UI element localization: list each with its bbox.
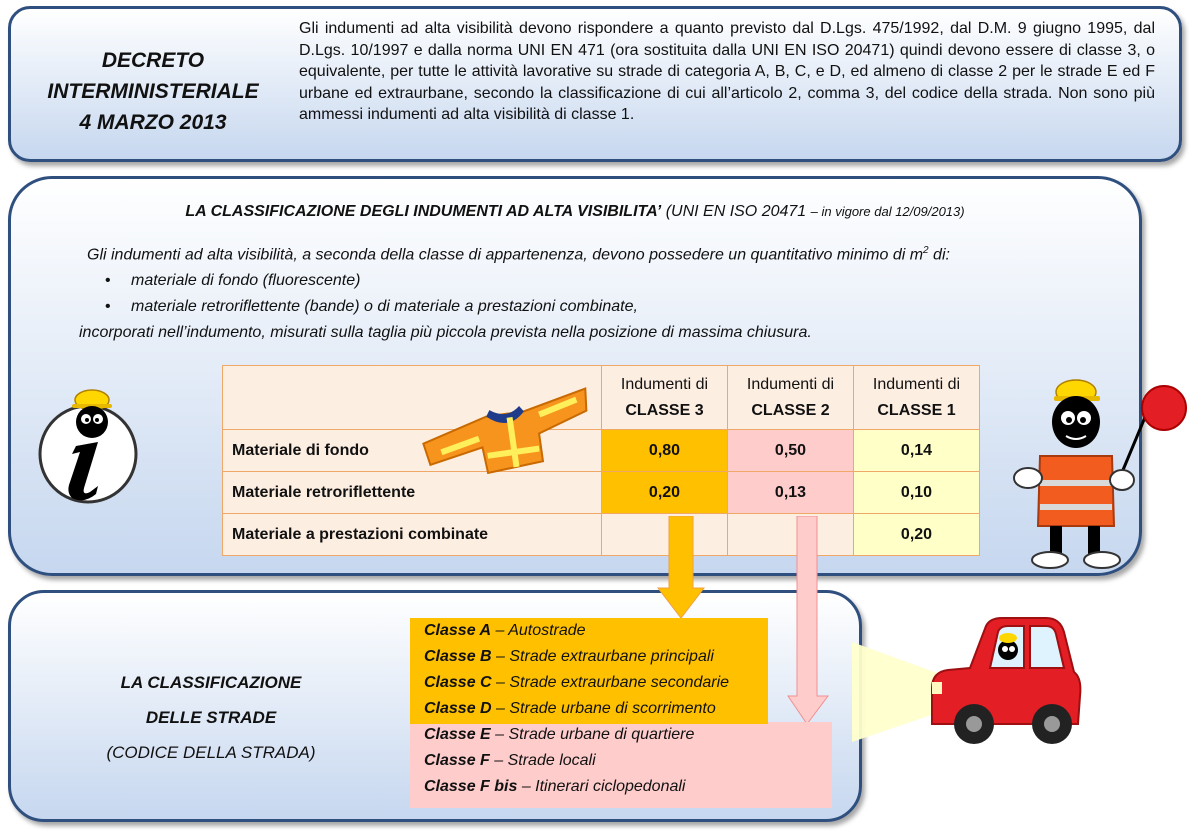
header-line2: CLASSE 2	[751, 401, 830, 419]
decree-title	[33, 45, 273, 138]
classification-intro	[87, 238, 1127, 268]
roads-title-line: DELLE STRADE	[145, 708, 277, 727]
classification-title-bold: LA CLASSIFICAZIONE DEGLI INDUMENTI AD ALTA VISIBILITA’	[185, 203, 662, 220]
road-item	[424, 722, 832, 748]
cell-class3: 0,80	[602, 430, 728, 472]
road-code: Classe F	[424, 752, 490, 769]
header-line2: CLASSE 1	[877, 401, 956, 419]
classification-text	[79, 238, 1127, 346]
vest-icon	[418, 378, 594, 476]
decree-panel	[8, 6, 1182, 162]
table-header-class2	[728, 366, 854, 430]
class3-roads-box	[410, 618, 768, 724]
row-label: Materiale a prestazioni combinate	[223, 514, 602, 556]
road-name: – Strade extraurbane secondarie	[491, 674, 730, 691]
table-header-class3	[602, 366, 728, 430]
road-code: Classe F bis	[424, 778, 518, 795]
classification-title	[11, 203, 1139, 221]
bullet-item: • materiale retroriflettente (bande) o di materiale a prestazioni combinate,	[131, 294, 1127, 320]
table-row	[223, 472, 980, 514]
road-item	[424, 644, 768, 670]
decree-text: Gli indumenti ad alta visibilità devono rispondere a quanto previsto dal D.Lgs. 475/1992, dal D.M. 9 giugno 1995, dal D.Lgs. 10/1997 e dalla norma UNI EN 471 (ora sostituita dalla UNI EN ISO 20471) quindi devono essere di classe 3, o equivalente, per tutte le attività lavorative su strade di categoria A, B, C, e D, ed almeno di classe 2 per le strade E ed F urbane ed extraurbane, secondo la classificazione di cui all’articolo 2, comma 3, del codice della strada. Non sono più ammessi indumenti ad alta visibilità di classe 1.	[299, 20, 1155, 123]
classification-panel	[8, 176, 1142, 576]
road-name: – Itinerari ciclopedonali	[517, 778, 686, 795]
table-header-row	[223, 366, 980, 430]
road-code: Classe D	[424, 700, 492, 717]
cell-class3: 0,20	[602, 472, 728, 514]
decree-title-line: DECRETO	[101, 49, 205, 72]
roads-title-line: LA CLASSIFICAZIONE	[120, 673, 302, 692]
intro-text: Gli indumenti ad alta visibilità, a seconda della classe di appartenenza, devono possedere un quantitativo minimo di m	[87, 246, 924, 264]
classification-closing: incorporati nell’indumento, misurati sulla taglia più piccola prevista nella posizione di massima chiusura.	[79, 324, 812, 342]
row-label: Materiale retroriflettente	[223, 472, 602, 514]
road-item	[424, 618, 768, 644]
table-header-class1	[854, 366, 980, 430]
table-row	[223, 430, 980, 472]
header-line1: Indumenti di	[746, 375, 835, 393]
header-line1: Indumenti di	[872, 375, 961, 393]
cell-class2: 0,50	[728, 430, 854, 472]
roads-title-line: (CODICE DELLA STRADA)	[106, 743, 316, 762]
road-name: – Strade urbane di quartiere	[490, 726, 695, 743]
class2-roads-box	[410, 722, 832, 808]
classification-bullets	[87, 268, 1127, 320]
bullet-item: • materiale di fondo (fluorescente)	[131, 268, 1127, 294]
road-code: Classe E	[424, 726, 491, 743]
road-item	[424, 748, 832, 774]
header-line2: CLASSE 3	[625, 401, 704, 419]
road-item	[424, 670, 768, 696]
road-name: – Autostrade	[491, 622, 586, 639]
roads-title	[71, 665, 351, 770]
road-name: – Strade locali	[489, 752, 596, 769]
road-code: Classe B	[424, 648, 492, 665]
header-line1: Indumenti di	[620, 375, 709, 393]
cell-class1: 0,10	[854, 472, 980, 514]
road-item	[424, 774, 832, 800]
intro-end: di:	[928, 246, 950, 264]
arrow-class2-icon	[786, 516, 830, 726]
classification-title-date: – in vigore dal 12/09/2013)	[810, 204, 965, 219]
road-name: – Strade extraurbane principali	[491, 648, 714, 665]
row-label: Materiale di fondo	[223, 430, 602, 472]
table-row	[223, 514, 980, 556]
stop-sign-icon	[1142, 386, 1186, 430]
cell-class2: 0,13	[728, 472, 854, 514]
arrow-class3-icon	[656, 516, 706, 620]
info-icon	[38, 386, 142, 512]
road-item	[424, 696, 768, 722]
intro-sup: 2	[923, 245, 929, 256]
cell-class1: 0,14	[854, 430, 980, 472]
worker-icon	[1010, 376, 1196, 572]
car-icon	[848, 612, 1084, 772]
road-code: Classe A	[424, 622, 491, 639]
road-code: Classe C	[424, 674, 492, 691]
decree-title-line: INTERMINISTERIALE	[47, 80, 259, 103]
road-name: – Strade urbane di scorrimento	[491, 700, 716, 717]
classification-title-norm: (UNI EN ISO 20471	[665, 203, 807, 220]
cell-class1: 0,20	[854, 514, 980, 556]
decree-title-line: 4 MARZO 2013	[79, 111, 227, 134]
classes-table	[222, 365, 980, 556]
